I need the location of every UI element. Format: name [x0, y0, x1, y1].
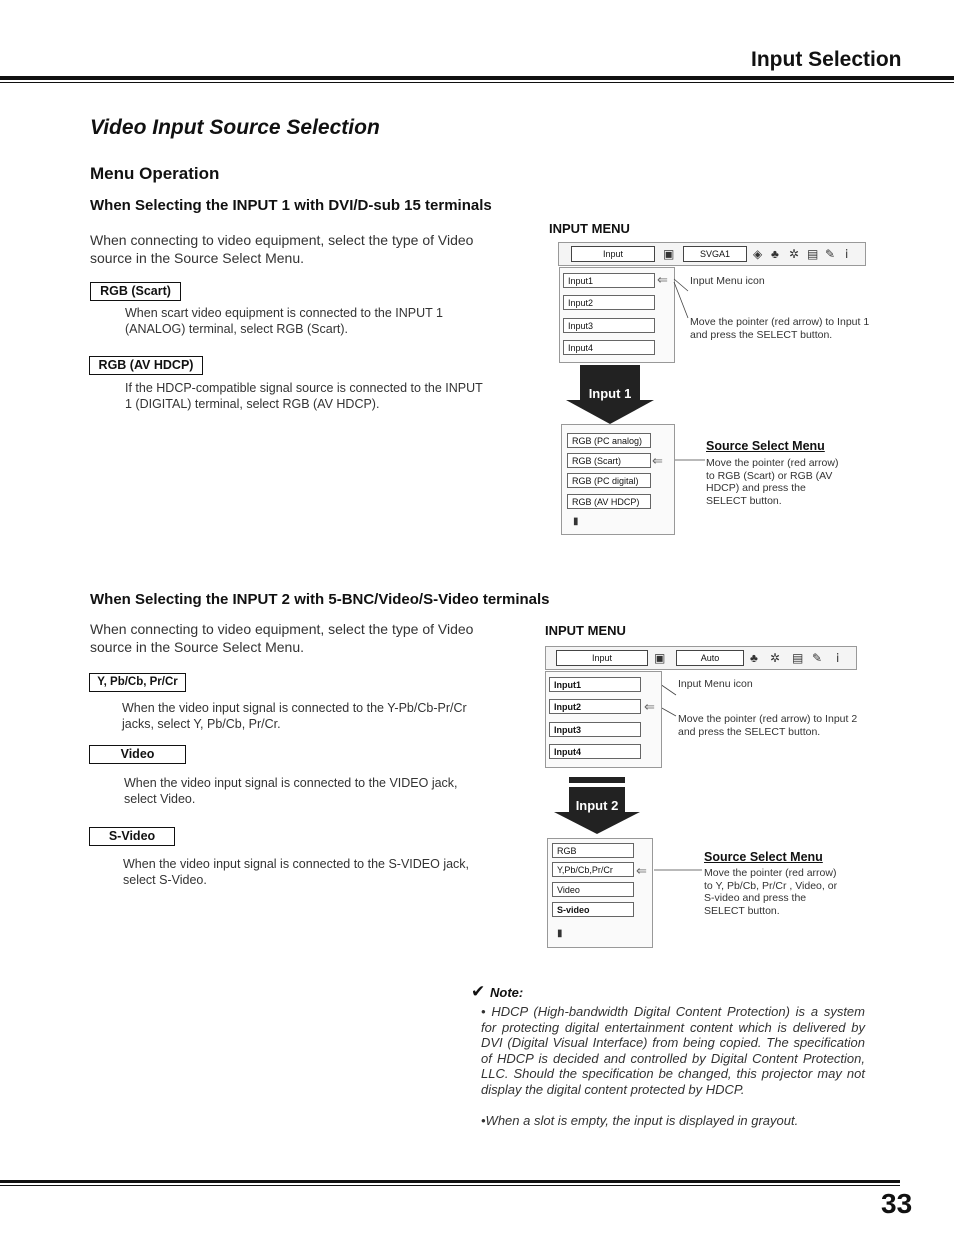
callout-pointer: Move the pointer (red arrow) to Input 1 and press the SELECT button. — [690, 316, 870, 341]
source-select-title: Source Select Menu — [704, 850, 823, 864]
menu-tab-icon: ♣ — [771, 247, 779, 261]
source-select-desc: Move the pointer (red arrow) to Y, Pb/Cb, Pr/Cr , Video, or S-video and press the SELECT button. — [704, 867, 838, 917]
figure2-source-panel — [547, 838, 653, 948]
option-label-rgb-av-hdcp: RGB (AV HDCP) — [89, 356, 203, 375]
page-subtitle: Menu Operation — [90, 164, 220, 183]
figure1-source-panel — [561, 424, 675, 535]
section2-intro: When connecting to video equipment, select the type of Video source in the Source Select Menu. — [90, 621, 474, 655]
pointer-arrow-icon: ⇐ — [644, 699, 655, 714]
figure2-menu-bar — [545, 646, 857, 670]
menu-tab-icon: ✎ — [812, 651, 823, 665]
menu-tab-icon: ✎ — [825, 247, 836, 261]
option-desc-video: When the video input signal is connected to the VIDEO jack, select Video. — [124, 776, 458, 806]
source-item: RGB (PC digital) — [567, 473, 651, 488]
menu-tab-icon: ▤ — [792, 651, 804, 665]
input-item: Input3 — [549, 722, 641, 737]
option-label-video: Video — [89, 745, 186, 764]
note-title: Note: — [490, 985, 524, 1000]
footer-rule-thin — [0, 1185, 900, 1186]
input-item: Input2 — [563, 295, 655, 310]
menu-tab-icon: ✲ — [770, 651, 781, 665]
exit-icon: ▮ — [573, 516, 579, 527]
source-item: RGB (AV HDCP) — [567, 494, 651, 509]
menu-bar-field: SVGA1 — [683, 246, 747, 262]
source-select-desc: Move the pointer (red arrow) to RGB (Scart) or RGB (AV HDCP) and press the SELECT button. — [706, 457, 839, 507]
option-label-rgb-scart: RGB (Scart) — [90, 282, 181, 301]
source-item: RGB (Scart) — [567, 453, 651, 468]
menu-tab-icon: ✲ — [789, 247, 800, 261]
figure2-input-panel — [545, 671, 662, 768]
menu-tab-icon: ⅰ — [836, 651, 840, 665]
page-number: 33 — [881, 1188, 913, 1219]
input-item: Input1 — [549, 677, 641, 692]
note-item-hdcp: • HDCP (High-bandwidth Digital Content Protection) is a system for protecting digital entertainment content which is delivered by DVI (Digital Visual Interface) from being copied. The specification of HDCP is decided and controlled by Digital Content Protection, LLC. Should the specification be changed, this projector may not display the digital content protected by HDCP. — [481, 1004, 865, 1097]
menu-bar-field: Auto — [676, 650, 744, 666]
pointer-arrow-icon: ⇐ — [652, 453, 663, 468]
menu-bar-field: Input — [571, 246, 655, 262]
input-item: Input4 — [549, 744, 641, 759]
option-label-ypbpr: Y, Pb/Cb, Pr/Cr — [89, 673, 186, 692]
callout-input-menu-icon: Input Menu icon — [690, 275, 765, 287]
exit-icon: ▮ — [557, 928, 563, 939]
input-item: Input4 — [563, 340, 655, 355]
checkmark-icon: ✔ — [471, 982, 486, 1001]
page-title: Video Input Source Selection — [90, 116, 380, 139]
note-item-grayout: •When a slot is empty, the input is displayed in grayout. — [481, 1113, 799, 1128]
section2-heading: When Selecting the INPUT 2 with 5-BNC/Video/S-Video terminals — [90, 591, 550, 608]
section1-intro: When connecting to video equipment, select the type of Video source in the Source Select Menu. — [90, 232, 474, 266]
input-menu-icon: ▣ — [663, 247, 675, 261]
option-desc-s-video: When the video input signal is connected to the S-VIDEO jack, select S-Video. — [123, 857, 470, 887]
input-menu-icon: ▣ — [654, 651, 666, 665]
input-item: Input3 — [563, 318, 655, 333]
source-item: Y,Pb/Cb,Pr/Cr — [552, 862, 634, 877]
footer-rule — [0, 1180, 900, 1183]
source-item: Video — [552, 882, 634, 897]
callout-pointer: Move the pointer (red arrow) to Input 2 and press the SELECT button. — [678, 713, 858, 738]
option-desc-rgb-scart: When scart video equipment is connected to the INPUT 1 (ANALOG) terminal, select RGB (Scart). — [125, 306, 443, 336]
callout-input-menu-icon: Input Menu icon — [678, 678, 753, 690]
source-item: RGB — [552, 843, 634, 858]
input-item: Input2 — [549, 699, 641, 714]
menu-tab-icon: ▤ — [807, 247, 819, 261]
figure1-label: INPUT MENU — [549, 221, 630, 236]
menu-tab-icon: ⅰ — [845, 247, 849, 261]
source-item: S-video — [552, 902, 634, 917]
arrow-label-input1: Input 1 — [588, 386, 632, 401]
option-desc-ypbpr: When the video input signal is connected to the Y-Pb/Cb-Pr/Cr jacks, select Y, Pb/Cb, Pr/Cr. — [122, 701, 467, 731]
option-label-s-video: S-Video — [89, 827, 175, 846]
section-title: Input Selection — [751, 48, 902, 71]
option-desc-rgb-av-hdcp: If the HDCP-compatible signal source is connected to the INPUT 1 (DIGITAL) terminal, select RGB (AV HDCP). — [125, 381, 483, 411]
arrow-label-input2: Input 2 — [575, 798, 619, 813]
menu-tab-icon: ◈ — [753, 247, 763, 261]
source-item: RGB (PC analog) — [567, 433, 651, 448]
pointer-arrow-icon: ⇐ — [657, 272, 668, 287]
input-item: Input1 — [563, 273, 655, 288]
menu-bar-field: Input — [556, 650, 648, 666]
pointer-arrow-icon: ⇐ — [636, 863, 647, 878]
menu-tab-icon: ♣ — [750, 651, 758, 665]
section1-heading: When Selecting the INPUT 1 with DVI/D-sub 15 terminals — [90, 197, 492, 214]
source-select-title: Source Select Menu — [706, 439, 825, 453]
figure2-label: INPUT MENU — [545, 623, 626, 638]
